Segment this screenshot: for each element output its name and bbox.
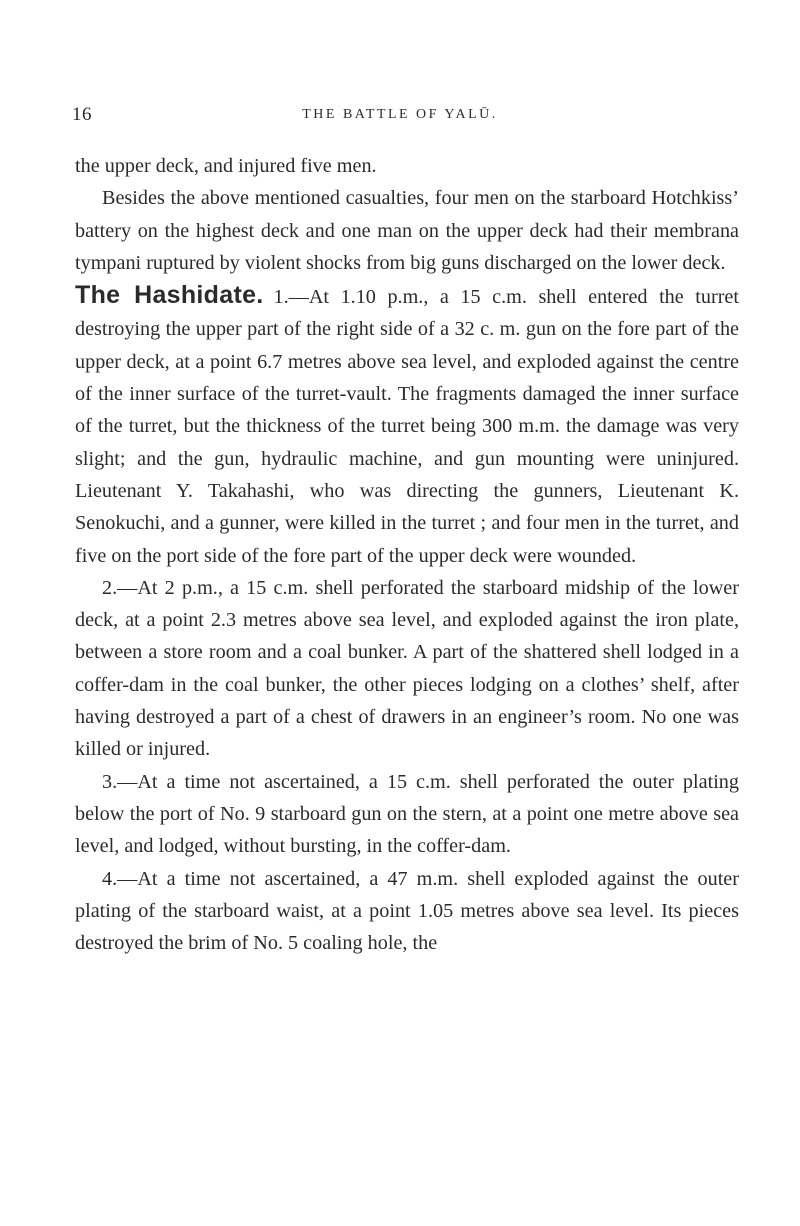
section-heading: The Hashidate. <box>75 281 264 310</box>
page-number: 16 <box>72 104 92 125</box>
paragraph-1-text: 1.—At 1.10 p.m., a 15 c.m. shell entered the turret destroying the upper part of the right side of a 32 c. m. gun on the fore part of the upper deck, at a point 6.7 metres above sea level, and exploded against the centre of the inner surface of the turret-vault. The fragments damaged the inner surface of the turret, but the thickness of the turret being 300 m.m. the damage was very slight; and the gun, hydraulic machine, and gun mounting were uninjured. Lieutenant Y. Takahashi, who was directing the gunners, Lieutenant K. Senokuchi, and a gunner, were killed in the turret ; and four men in the turret, and five on the port side of the fore part of the upper deck were wounded. <box>75 286 739 567</box>
body-text <box>75 150 739 959</box>
paragraph-besides: Besides the above mentioned casualties, four men on the starboard Hotchkiss’ battery on the highest deck and one man on the upper deck had their membrana tympani ruptured by violent shocks from big guns discharged on the lower deck. <box>75 187 739 274</box>
paragraph-continued: the upper deck, and injured five men. <box>75 155 377 177</box>
paragraph-3: 3.—At a time not ascertained, a 15 c.m. shell perforated the outer plating below the port of No. 9 starboard gun on the stern, at a point one metre above sea level, and lodged, without bursting, in the coffer-dam. <box>75 770 739 858</box>
running-head: THE BATTLE OF YALŪ. <box>302 107 498 122</box>
paragraph-2: 2.—At 2 p.m., a 15 c.m. shell perforated the starboard midship of the lower deck, at a point 2.3 metres above sea level, and exploded against the iron plate, between a store room and a coal bunker. A part of the shattered shell lodged in a coffer-dam in the coal bunker, the other pieces lodging on a clothes’ shelf, after having destroyed a part of a chest of drawers in an engineer’s room. No one was killed or injured. <box>75 576 739 761</box>
paragraph-4: 4.—At a time not ascertained, a 47 m.m. shell exploded against the outer plating of the starboard waist, at a point 1.05 metres above sea level. Its pieces destroyed the brim of No. 5 coaling hole, the <box>75 867 739 955</box>
paragraph-1 <box>75 279 739 572</box>
